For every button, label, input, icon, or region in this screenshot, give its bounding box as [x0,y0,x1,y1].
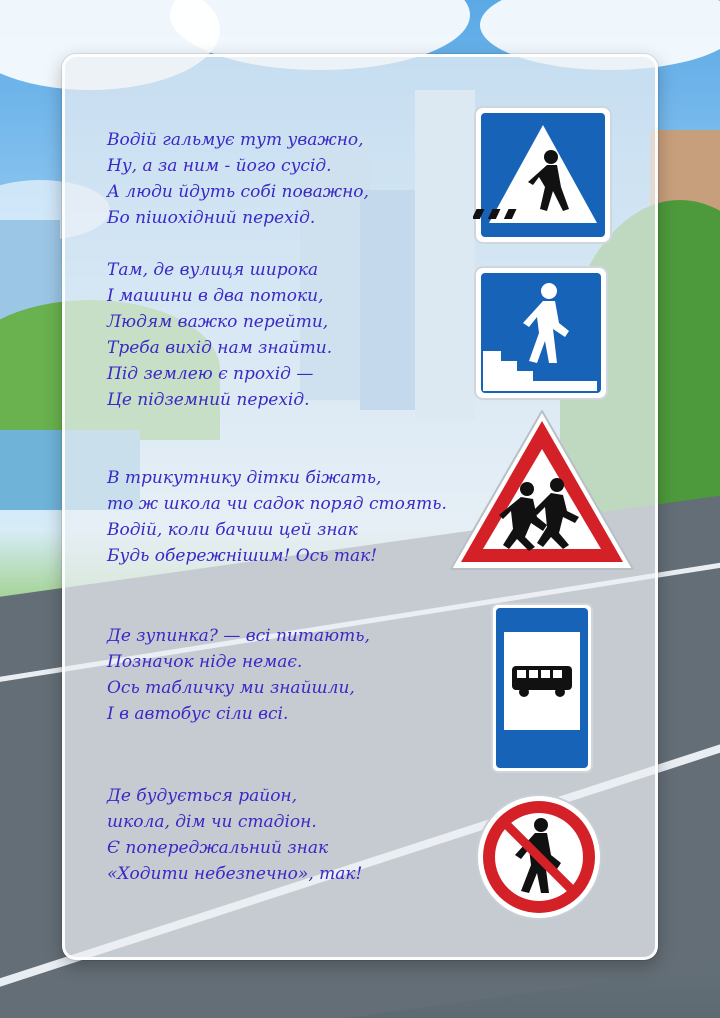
pedestrian-crossing-sign [473,105,613,245]
no-pedestrians-sign [475,793,603,921]
poem-line: Бо пішохідний перехід. [107,208,316,228]
poem-stanza [107,127,369,231]
poem-line: Під землею є прохід — [107,364,314,384]
poem-stanza [107,783,362,887]
poem-stanza [107,465,447,569]
poem-line: І в автобус сіли всі. [107,704,289,724]
poem-line: Це підземний перехід. [107,390,310,410]
poem-line: Водій гальмує тут уважно, [107,130,364,150]
poem-line: Ось табличку ми знайшли, [107,678,355,698]
poem-line: І машини в два потоки, [107,286,324,306]
poem-line: Ну, а за ним - його сусід. [107,156,332,176]
poem-line: Треба вихід нам знайти. [107,338,333,358]
bus-stop-sign [490,602,594,774]
poem-line: Де зупинка? — всі питають, [107,626,370,646]
poem-stanza [107,257,332,413]
poem-line: школа, дім чи стадіон. [107,812,317,832]
poem-line: Людям важко перейти, [107,312,329,332]
poem-stanza [107,623,370,727]
poem-line: Де будується район, [107,786,298,806]
children-warning-sign [447,407,637,577]
poem-line: Позначок ніде немає. [107,652,303,672]
poem-line: Будь обережнішим! Ось так! [107,546,378,566]
poem-line: В трикутнику дітки біжать, [107,468,382,488]
poem-line: Там, де вулиця широка [107,260,319,280]
poem-line: то ж школа чи садок поряд стоять. [107,494,447,514]
poem-line: Є попереджальний знак [107,838,329,858]
poem-line: Водій, коли бачиш цей знак [107,520,358,540]
poem-line: «Ходити небезпечно», так! [107,864,363,884]
poem-line: А люди йдуть собі поважно, [107,182,369,202]
poster-card [62,54,658,960]
underground-crossing-sign [473,265,609,401]
